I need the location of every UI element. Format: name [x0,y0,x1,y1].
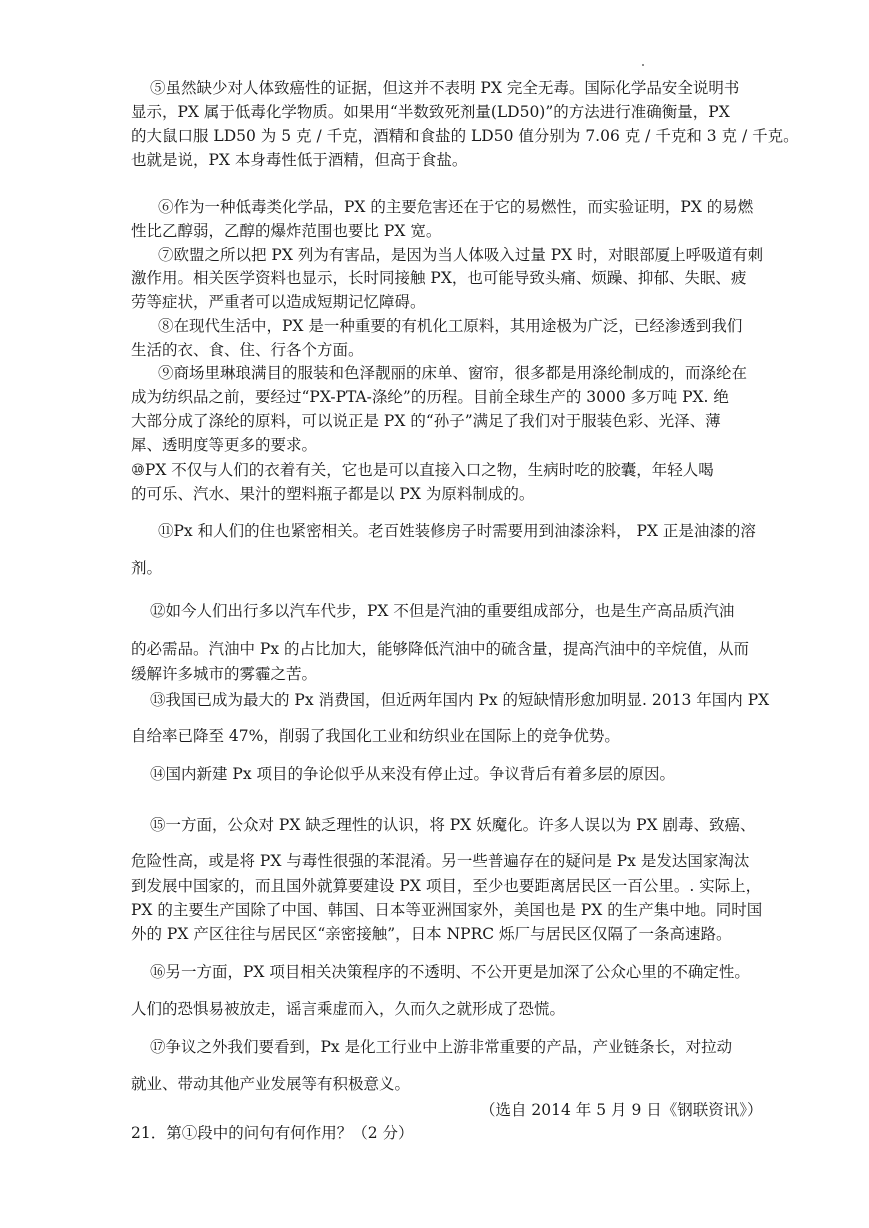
text-line: 剂。 [131,559,163,577]
text-line: 外的 PX 产区往往与居民区“亲密接触”，日本 NPRC 烁厂与居民区仅隔了一条高速路。 [131,925,732,943]
text-line: ⑨商场里琳琅满目的服装和色泽靓丽的床单、窗帘，很多都是用涤纶制成的，而涤纶在 [158,364,748,382]
question-21: 21．第①段中的问句有何作用？（2 分） [131,1124,414,1142]
text-line: 危险性高，或是将 PX 与毒性很强的苯混淆。另一些普遍存在的疑问是 Px 是发达国家淘汰 [131,852,750,870]
text-line: 就业、带动其他产业发展等有积极意义。 [131,1075,411,1093]
text-line: 的可乐、汽水、果汁的塑料瓶子都是以 PX 为原料制成的。 [131,485,535,503]
text-line: 大部分成了涤纶的原料，可以说正是 PX 的“孙子”满足了我们对于服装色彩、光泽、薄 [131,412,721,430]
text-line: 也就是说，PX 本身毒性低于酒精，但高于食盐。 [131,151,468,169]
text-line: 到发展中国家的，而且国外就算要建设 PX 项目，至少也要距离居民区一百公里。. 实际上， [131,877,762,895]
text-line: ⑪Px 和人们的住也紧密相关。老百姓装修房子时需要用到油漆涂料， PX 正是油漆的溶 [158,522,756,540]
source-citation: （选自 2014 年 5 月 9 日《钢联资讯》） [480,1101,763,1119]
text-line: ⑰争议之外我们要看到，Px 是化工行业中上游非常重要的产品，产业链条长，对拉动 [150,1038,733,1056]
text-line: 人们的恐惧易被放走，谣言乘虚而入，久而久之就形成了恐慌。 [131,1000,566,1018]
text-line: 缓解许多城市的雾霾之苦。 [131,665,318,683]
text-line: 生活的衣、食、住、行各个方面。 [131,341,364,359]
text-line: 的必需品。汽油中 Px 的占比加大，能够降低汽油中的硫含量，提高汽油中的辛烷值，从而 [131,640,750,658]
text-line: ⑭国内新建 Px 项目的争论似乎从来没有停止过。争议背后有着多层的原因。 [150,765,676,783]
text-line: 激作用。相关医学资料也显示，长时同接触 PX，也可能导致头痛、烦躁、抑郁、失眠、疲 [131,269,747,287]
text-line: PX 的主要生产国除了中国、韩国、日本等亚洲国家外，美国也是 PX 的生产集中地。同时国 [131,901,763,919]
text-line: ⑧在现代生活中，PX 是一种重要的有机化工原料，其用途极为广泛，已经渗透到我们 [158,317,743,335]
text-line: ⑯另一方面，PX 项目相关决策程序的不透明、不公开更是加深了公众心里的不确定性。 [150,963,750,981]
text-line: ⑩PX 不仅与人们的衣着有关，它也是可以直接入口之物，生病时吃的胶囊，年轻人喝 [131,461,714,479]
text-line: ⑤虽然缺少对人体致癌性的证据，但这并不表明 PX 完全无毒。国际化学品安全说明书 [150,79,740,97]
text-line: 成为纺织品之前，要经过“PX-PTA-涤纶”的历程。目前全球生产的 3000 多万吨 PX. 绝 [131,388,729,406]
text-line: 显示，PX 属于低毒化学物质。如果用“半数致死剂量(LD50)”的方法进行准确衡量，PX [131,103,730,121]
page-mark-dot [642,64,644,66]
text-line: 犀、透明度等更多的要求。 [131,436,318,454]
text-line: 劳等症状，严重者可以造成短期记忆障碍。 [131,293,426,311]
text-line: ⑮一方面，公众对 PX 缺乏理性的认识，将 PX 妖魔化。许多人误以为 PX 剧毒、致癌、 [150,816,756,834]
text-line: 的大鼠口服 LD50 为 5 克 / 千克，酒精和食盐的 LD50 值分别为 7.06 克 / 千克和 3 克 / 千克。 [131,127,799,145]
text-line: ⑥作为一种低毒类化学品，PX 的主要危害还在于它的易燃性，而实验证明，PX 的易燃 [158,198,754,216]
text-line: ⑦欧盟之所以把 PX 列为有害品，是因为当人体吸入过量 PX 时，对眼部厦上呼吸道有刺 [158,246,764,264]
text-line: ⑫如今人们出行多以汽车代步，PX 不但是汽油的重要组成部分，也是生产高品质汽油 [150,602,735,620]
text-line: ⑬我国已成为最大的 Px 消费国，但近两年国内 Px 的短缺情形愈加明显. 2013 年国内 PX [150,691,770,709]
text-line: 性比乙醇弱，乙醇的爆炸范围也要比 PX 宽。 [131,222,442,240]
text-line: 自给率已降至 47%，削弱了我国化工业和纺织业在国际上的竞争优势。 [131,727,620,745]
